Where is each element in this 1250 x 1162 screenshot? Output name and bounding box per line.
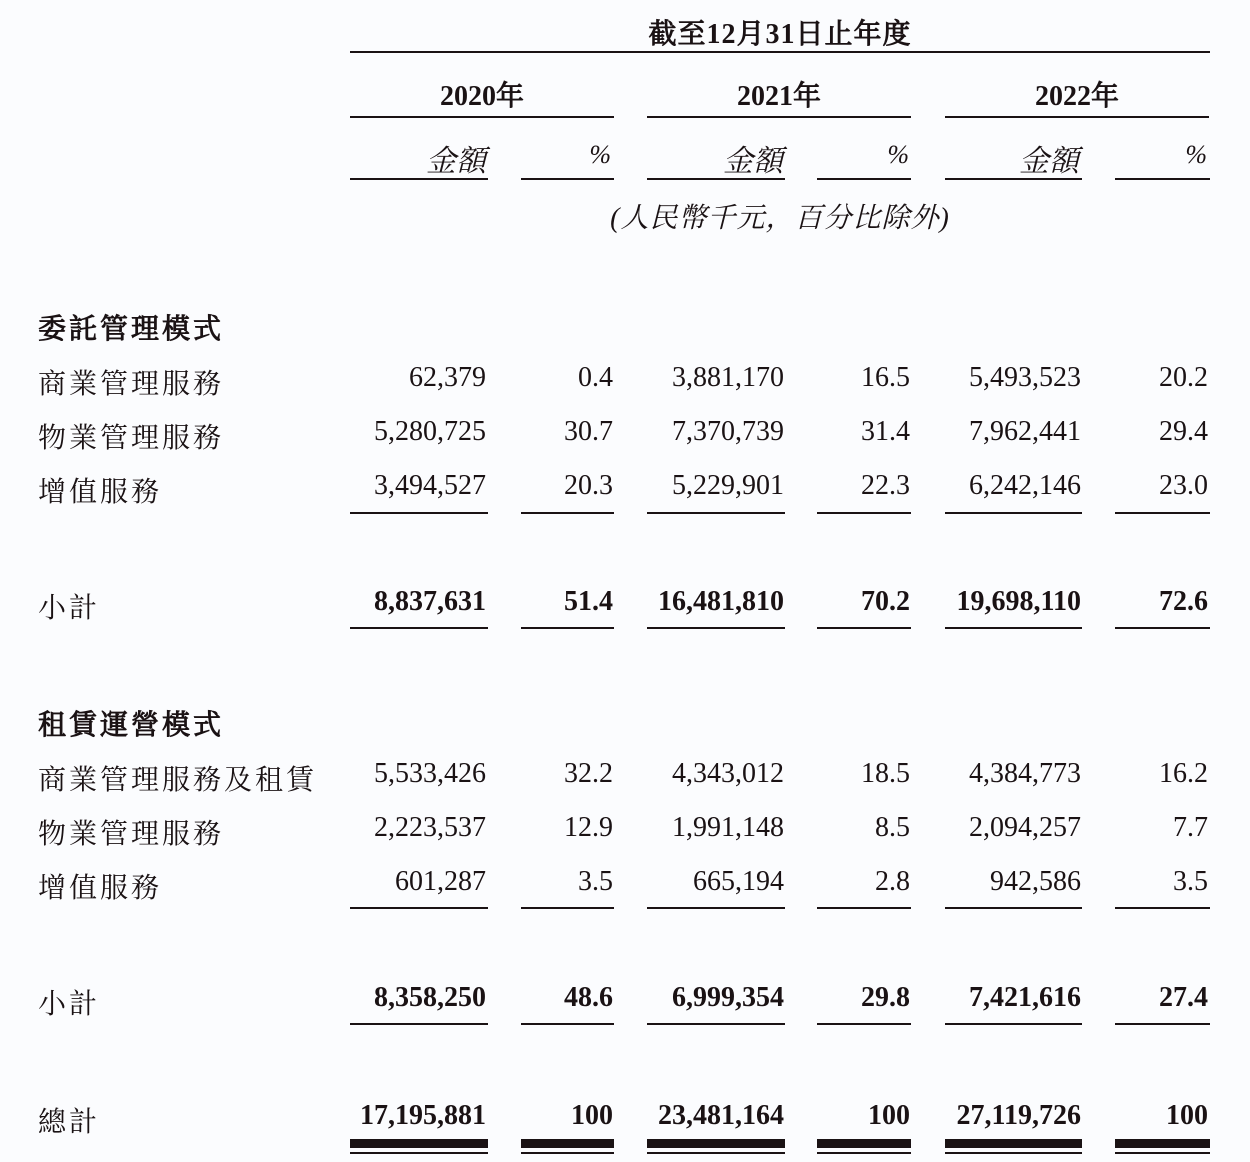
sum-rule	[1115, 907, 1210, 909]
cell: 7.7	[1173, 812, 1208, 843]
sum-rule	[817, 907, 911, 909]
sum-rule	[521, 907, 614, 909]
cell: 6,242,146	[969, 470, 1081, 501]
subtotal-row	[0, 982, 1250, 1022]
cell: 2.8	[875, 866, 910, 897]
cell: 7,370,739	[672, 416, 784, 447]
cell: 16,481,810	[658, 586, 784, 617]
cell: 22.3	[861, 470, 910, 501]
sum-rule	[350, 907, 488, 909]
subtotal-rule	[1115, 627, 1210, 629]
cell: 18.5	[861, 758, 910, 789]
cell: 5,533,426	[374, 758, 486, 789]
subtotal-rule	[647, 1023, 785, 1025]
cell: 3,494,527	[374, 470, 486, 501]
year-rule-2022	[945, 116, 1209, 118]
cell: 942,586	[990, 866, 1081, 897]
row-label: 小計	[38, 987, 101, 1020]
row-label: 商業管理服務	[38, 367, 225, 400]
sum-rule	[945, 512, 1082, 514]
cell: 5,229,901	[672, 470, 784, 501]
cell: 29.8	[861, 982, 910, 1013]
amount-header-2020: 金額	[426, 145, 486, 178]
year-header-2020: 2020年	[439, 81, 524, 112]
table-row	[0, 416, 1250, 456]
cell: 27,119,726	[956, 1100, 1081, 1131]
col-rule	[1115, 178, 1210, 180]
cell: 7,962,441	[969, 416, 1081, 447]
total-rule-thin	[817, 1152, 911, 1154]
cell: 32.2	[564, 758, 613, 789]
cell: 70.2	[861, 586, 910, 617]
sum-rule	[1115, 512, 1210, 514]
sum-rule	[647, 907, 785, 909]
cell: 48.6	[564, 982, 613, 1013]
cell: 17,195,881	[360, 1100, 486, 1131]
subtotal-rule	[647, 627, 785, 629]
row-label: 增值服務	[38, 475, 163, 508]
cell: 7,421,616	[969, 982, 1081, 1013]
cell: 12.9	[564, 812, 613, 843]
total-rule-thick	[350, 1139, 488, 1148]
cell: 27.4	[1159, 982, 1208, 1013]
subtotal-rule	[521, 1023, 614, 1025]
table-row	[0, 812, 1250, 852]
cell: 23,481,164	[658, 1100, 784, 1131]
cell: 3.5	[578, 866, 613, 897]
amount-header-2022: 金額	[1019, 145, 1079, 178]
sum-rule	[647, 512, 785, 514]
col-rule	[945, 178, 1082, 180]
col-rule	[817, 178, 911, 180]
subtotal-rule	[1115, 1023, 1210, 1025]
cell: 0.4	[578, 362, 613, 393]
sum-rule	[817, 512, 911, 514]
table-row	[0, 362, 1250, 402]
cell: 20.2	[1159, 362, 1208, 393]
cell: 4,343,012	[672, 758, 784, 789]
total-rule-thin	[1115, 1152, 1210, 1154]
cell: 62,379	[409, 362, 486, 393]
total-rule-thick	[817, 1139, 911, 1148]
cell: 2,223,537	[374, 812, 486, 843]
cell: 100	[571, 1100, 613, 1131]
total-rule-thin	[647, 1152, 785, 1154]
cell: 51.4	[564, 586, 613, 617]
cell: 3.5	[1173, 866, 1208, 897]
cell: 31.4	[861, 416, 910, 447]
total-rule-thin	[350, 1152, 488, 1154]
subtotal-rule	[350, 627, 488, 629]
cell: 8,358,250	[374, 982, 486, 1013]
total-rule-thick	[1115, 1139, 1210, 1148]
total-rule-thick	[521, 1139, 614, 1148]
row-label: 總計	[38, 1105, 101, 1138]
cell: 5,493,523	[969, 362, 1081, 393]
col-rule	[647, 178, 785, 180]
row-label: 小計	[38, 591, 101, 624]
percent-header-2022: %	[1185, 140, 1207, 169]
cell: 4,384,773	[969, 758, 1081, 789]
row-label: 物業管理服務	[38, 421, 225, 454]
cell: 3,881,170	[672, 362, 784, 393]
col-rule	[521, 178, 614, 180]
cell: 665,194	[693, 866, 784, 897]
subtotal-row	[0, 586, 1250, 626]
subtotal-rule	[945, 1023, 1082, 1025]
table-row	[0, 470, 1250, 510]
cell: 100	[868, 1100, 910, 1131]
sum-rule	[350, 512, 488, 514]
cell: 16.2	[1159, 758, 1208, 789]
table-row	[0, 866, 1250, 906]
cell: 5,280,725	[374, 416, 486, 447]
cell: 100	[1166, 1100, 1208, 1131]
row-label: 商業管理服務及租賃	[38, 763, 318, 796]
period-rule	[350, 51, 1210, 53]
row-label: 物業管理服務	[38, 817, 225, 850]
cell: 6,999,354	[672, 982, 784, 1013]
cell: 601,287	[395, 866, 486, 897]
cell: 8.5	[875, 812, 910, 843]
cell: 72.6	[1159, 586, 1208, 617]
unit-note: (人民幣千元，百分比除外)	[610, 203, 950, 234]
cell: 2,094,257	[969, 812, 1081, 843]
total-rule-thin	[521, 1152, 614, 1154]
sum-rule	[945, 907, 1082, 909]
cell: 23.0	[1159, 470, 1208, 501]
year-header-2022: 2022年	[1034, 81, 1119, 112]
cell: 16.5	[861, 362, 910, 393]
year-rule-2020	[350, 116, 614, 118]
percent-header-2021: %	[887, 140, 909, 169]
cell: 19,698,110	[956, 586, 1081, 617]
total-row	[0, 1100, 1250, 1140]
year-rule-2021	[647, 116, 911, 118]
section-title-entrusted: 委託管理模式	[38, 312, 225, 345]
period-title: 截至12月31日止年度	[648, 19, 912, 50]
year-header-2021: 2021年	[736, 81, 821, 112]
table-row	[0, 758, 1250, 798]
cell: 8,837,631	[374, 586, 486, 617]
percent-header-2020: %	[589, 140, 611, 169]
subtotal-rule	[945, 627, 1082, 629]
section-title-leasing: 租賃運營模式	[38, 708, 225, 741]
total-rule-thick	[647, 1139, 785, 1148]
amount-header-2021: 金額	[723, 145, 783, 178]
subtotal-rule	[817, 627, 911, 629]
cell: 1,991,148	[672, 812, 784, 843]
col-rule	[350, 178, 488, 180]
cell: 20.3	[564, 470, 613, 501]
subtotal-rule	[521, 627, 614, 629]
subtotal-rule	[817, 1023, 911, 1025]
subtotal-rule	[350, 1023, 488, 1025]
total-rule-thick	[945, 1139, 1082, 1148]
total-rule-thin	[945, 1152, 1082, 1154]
sum-rule	[521, 512, 614, 514]
row-label: 增值服務	[38, 871, 163, 904]
cell: 30.7	[564, 416, 613, 447]
cell: 29.4	[1159, 416, 1208, 447]
